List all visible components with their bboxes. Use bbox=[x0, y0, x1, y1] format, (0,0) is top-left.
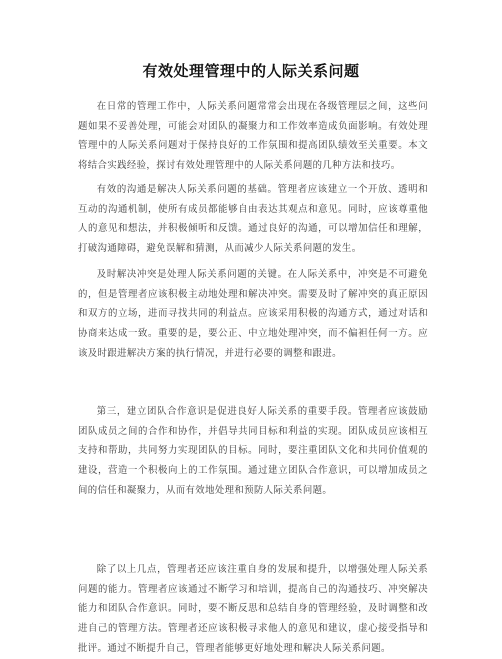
paragraph-teamwork: 第三，建立团队合作意识是促进良好人际关系的重要手段。管理者应该鼓励团队成员之间的合作和协作，并倡导共同目标和利益的实现。团队成员应该相互支持和帮助，共同努力实现团队的目标。同时，要注重团队文化和共同价值观的建设，营造一个积极向上的工作氛围。通过建立团队合作意识，可以增加成员之间的信任和凝聚力，从而有效地处理和预防人际关系问题。 bbox=[78, 406, 428, 496]
paragraph-self-improvement: 除了以上几点，管理者还应该注重自身的发展和提升，以增强处理人际关系问题的能力。管理者应该通过不断学习和培训，提高自己的沟通技巧、冲突解决能力和团队合作意识。同时，要不断反思和总结自身的管理经验，及时调整和改进自己的管理方法。管理者还应该积极寻求他人的意见和建议，虚心接受指导和批评。通过不断提升自己，管理者能够更好地处理和解决人际关系问题。 bbox=[78, 564, 428, 654]
paragraph-communication: 有效的沟通是解决人际关系问题的基础。管理者应该建立一个开放、透明和互动的沟通机制，使所有成员都能够自由表达其观点和意见。同时，应该尊重他人的意见和想法，并积极倾听和反馈。通过良好的沟通，可以增加信任和理解，打破沟通障碍，避免误解和猜测，从而减少人际关系问题的发生。 bbox=[78, 184, 428, 255]
paragraph-conflict: 及时解决冲突是处理人际关系问题的关键。在人际关系中，冲突是不可避免的，但是管理者应该积极主动地处理和解决冲突。需要及时了解冲突的真正原因和双方的立场，进而寻找共同的利益点。应该采用积极的沟通方式，通过对话和协商来达成一致。重要的是，要公正、中立地处理冲突，而不偏袒任何一方。应该及时跟进解决方案的执行情况，并进行必要的调整和跟进。 bbox=[78, 269, 428, 359]
paragraph-intro: 在日常的管理工作中，人际关系问题常常会出现在各级管理层之间，这些问题如果不妥善处理，可能会对团队的凝聚力和工作效率造成负面影响。有效处理管理中的人际关系问题对于保持良好的工作氛围和提高团队绩效至关重要。本文将结合实践经验，探讨有效处理管理中的人际关系问题的几种方法和技巧。 bbox=[78, 101, 428, 172]
document-title: 有效处理管理中的人际关系问题 bbox=[142, 62, 360, 80]
